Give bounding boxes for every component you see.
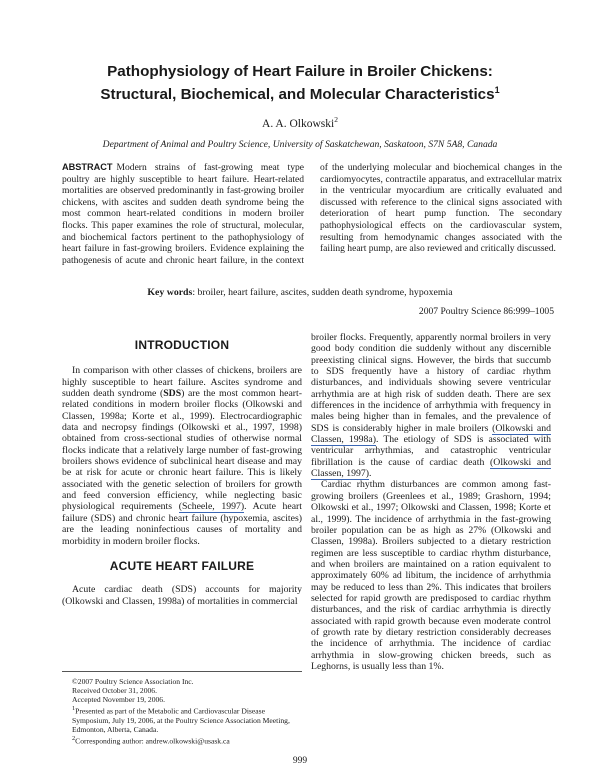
keywords-text: : broiler, heart failure, ascites, sudden death syndrome, hypoxemia [192, 287, 453, 298]
right-paragraph-1 [311, 332, 551, 479]
affiliation: Department of Animal and Poultry Science, University of Saskatchewan, Saskatoon, S7N 5A8, Canada [102, 139, 498, 150]
author [0, 115, 600, 130]
intro-text-a: In comparison with other classes of chickens, broilers are highly susceptible to heart failure. Ascites syndrome and sudden death syndrome ( [62, 365, 302, 400]
page-number: 999 [292, 756, 308, 766]
title-line-1: Pathophysiology of Heart Failure in Broiler Chickens: [107, 63, 493, 80]
footnote-1-text: Presented as part of the Metabolic and Cardiovascular Disease Symposium, July 19, 2006, at the Poultry Science Association Meeting, Edmonton, Alberta, Canada. [72, 706, 290, 734]
paper-title [40, 62, 560, 104]
right-text-b: . The etiology of SDS is associated with ventricular arrhythmias, and catastrophic ventricular fibrillation is the cause of cardiac death [311, 434, 551, 468]
received-date: Received October 31, 2006. [72, 686, 157, 696]
sds-abbrev: SDS [163, 388, 182, 400]
right-paragraph-2: Cardiac rhythm disturbances are common among fast-growing broilers (Greenlees et al., 1989; Grashorn, 1994; Olkowski et al., 1997; Olkowski and Classen, 1998; Korte et al., 1999). The incidence of arrhythmia in the fast-growing broiler population can be as high as 27% (Olkowski and Classen, 1998a). Broilers subjected to a dietary restriction regimen are less susceptible to cardiac rhythm disturbance, and when broilers are maintained on a ration equivalent to approximately 60% ad libitum, the incidence of arrhythmia may be reduced to less than 2%. This indicates that broilers selected for rapid growth are predisposed to cardiac rhythm disturbances, and the risk of cardiac arrhythmia is directly associated with rapid growth because even moderate control of growth rate by dietary restriction considerably decreases the incidence of arrhythmia. The incidence of cardiac arrhythmia in slow-growing chicken breeds, such as Leghorns, is usually less than 1%. [311, 479, 551, 672]
keywords-label: Key words [147, 287, 193, 298]
heading-acute-heart-failure: ACUTE HEART FAILURE [109, 558, 255, 573]
abstract [62, 162, 562, 274]
reference-link-scheele[interactable]: (Scheele, 1997) [178, 501, 245, 513]
right-column [311, 332, 551, 672]
footnote-2-text: Corresponding author: andrew.olkowski@usask.ca [75, 736, 230, 746]
abstract-label: ABSTRACT [62, 162, 113, 172]
footnotes [62, 671, 302, 746]
title-line-2-text: Structural, Biochemical, and Molecular Characteristics [100, 86, 495, 104]
reference-link-olkowski-1998a[interactable]: (Olkowski and Classen, 1998a) [311, 422, 551, 446]
footnote-2 [62, 734, 302, 746]
footnote-1 [62, 704, 302, 734]
intro-text-c: . Acute heart failure (SDS) and chronic heart failure (hypoxemia, ascites) are the leading noninfectious causes of mortality and morbidity in modern broiler flocks. [62, 501, 303, 547]
acute-paragraph: Acute cardiac death (SDS) accounts for majority (Olkowski and Classen, 1998a) of mortalities in commercial [62, 584, 302, 607]
author-footnote-mark: 2 [334, 115, 338, 124]
abstract-text: Modern strains of fast-growing meat type poultry are highly susceptible to heart failure. Heart-related mortalities are observed predominantly in fast-growing broiler chickens, with ascites and sudden death syndrome being the most common heart-related conditions in modern broiler flocks. This paper examines the role of structural, molecular, and biochemical factors pertinent to the pathophysiology of heart failure in fast-growing broilers. Evidence explaining the pathogenesis of acute and chronic heart failure, in the context of the underlying molecular and biochemical changes in the cardiomyocytes, contractile apparatus, and extracellular matrix in the ventricular myocardium are critically evaluated and discussed with reference to the clinical signs associated with deterioration of heart pump function. The secondary pathophysiological effects on the cardiovascular system, resulting from hemodynamic changes associated with the failing heart pump, are also reviewed and critically discussed. [62, 162, 562, 266]
reference-link-olkowski-1997[interactable]: (Olkowski and Classen, 1997) [311, 456, 551, 480]
heading-introduction: INTRODUCTION [134, 338, 230, 352]
left-column [62, 340, 302, 607]
copyright-note: ©2007 Poultry Science Association Inc. [72, 677, 194, 686]
accepted-date: Accepted November 19, 2006. [72, 695, 165, 705]
footnote-1-mark: 1 [72, 705, 76, 713]
footnote-2-mark: 2 [72, 735, 76, 743]
journal-citation: 2007 Poultry Science 86:999–1005 [418, 306, 554, 317]
right-text-a: broiler flocks. Frequently, apparently normal broilers in very good body condition die suddenly without any discernible preexisting clinical signs. However, the birds that succumb to SDS frequently have a history of cardiac rhythm disturbances, and individuals showing severe ventricular arrhythmia are at high risk of sudden death. There are sex differences in the incidence of arrhythmia with frequency in males being higher than in females, and the prevalence of SDS is considerably higher in male broilers [311, 332, 551, 434]
intro-text-b: ) are the most common heart-related conditions in modern broiler flocks (Olkowski and Classen, 1998a; Korte et al., 1999). Electrocardiographic data and necropsy findings (Olkowski et al., 1997, 1998) obtained from cross-sectional studies of otherwise normal flocks indicate that a relatively large number of fast-growing broilers shows evidence of subclinical heart disease and may be at risk for acute or chronic heart failure. This is likely associated with the genetic selection of broilers for growth and feed conversion efficiency, while neglecting basic physiological requirements [62, 388, 302, 513]
intro-paragraph [62, 365, 302, 547]
keywords [0, 287, 600, 298]
right-text-c: . [368, 468, 372, 480]
title-footnote-mark: 1 [494, 85, 500, 95]
title-line-2 [40, 81, 560, 104]
author-name: A. A. Olkowski [262, 117, 335, 130]
